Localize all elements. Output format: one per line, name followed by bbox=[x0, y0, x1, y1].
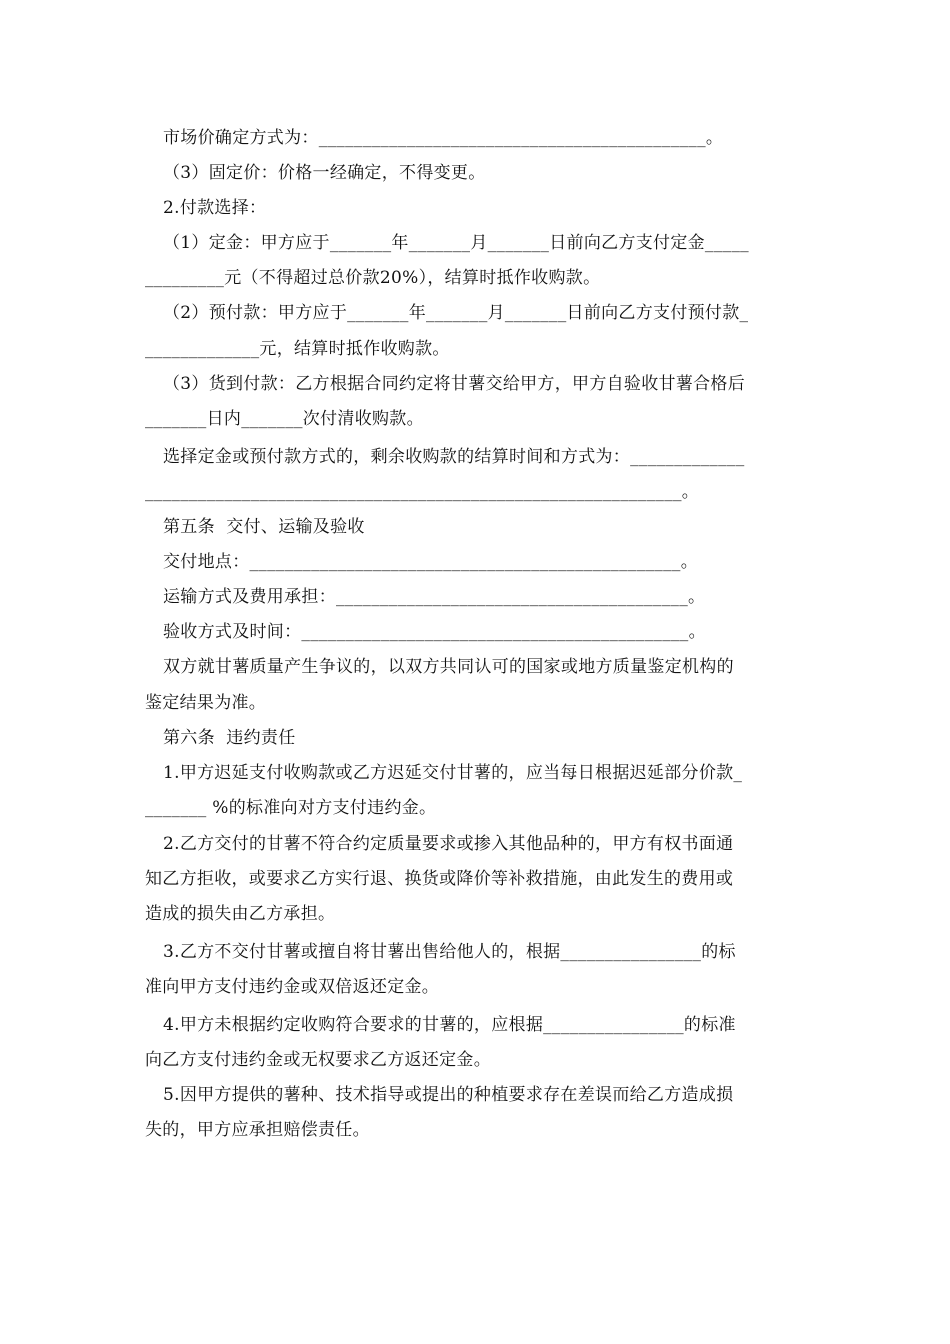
liability-4-line-1: 4.甲方未根据约定收购符合要求的甘薯的，应根据________________的标准 bbox=[163, 1015, 736, 1035]
article-six-heading: 第六条 违约责任 bbox=[163, 728, 296, 748]
inspection-line: 验收方式及时间：____________________________________________。 bbox=[163, 622, 706, 642]
article-five-heading: 第五条 交付、运输及验收 bbox=[163, 517, 365, 537]
quality-dispute-line-2: 鉴定结果为准。 bbox=[145, 693, 267, 713]
deposit-line-2: _________元（不得超过总价款20%），结算时抵作收购款。 bbox=[145, 268, 601, 288]
prepayment-line-2: _____________元，结算时抵作收购款。 bbox=[145, 339, 450, 359]
deposit-line-1: （1）定金：甲方应于_______年_______月_______日前向乙方支付定金_____ bbox=[163, 233, 749, 253]
liability-1-line-1: 1.甲方迟延支付收购款或乙方迟延交付甘薯的，应当每日根据迟延部分价款_ bbox=[163, 763, 743, 783]
delivery-place-line: 交付地点：_________________________________________________。 bbox=[163, 552, 698, 572]
liability-4-line-2: 向乙方支付违约金或无权要求乙方返还定金。 bbox=[145, 1050, 491, 1070]
settlement-line-2: _____________________________________________________________。 bbox=[145, 482, 700, 502]
liability-3-line-2: 准向甲方支付违约金或双倍返还定金。 bbox=[145, 977, 440, 997]
transport-line: 运输方式及费用承担：________________________________________。 bbox=[163, 587, 706, 607]
liability-5-line-2: 失的，甲方应承担赔偿责任。 bbox=[145, 1120, 370, 1140]
settlement-line-1: 选择定金或预付款方式的，剩余收购款的结算时间和方式为：_____________ bbox=[163, 447, 745, 467]
cod-line-1: （3）货到付款：乙方根据合同约定将甘薯交给甲方，甲方自验收甘薯合格后 bbox=[163, 374, 746, 394]
liability-5-line-1: 5.因甲方提供的薯种、技术指导或提出的种植要求存在差误而给乙方造成损 bbox=[163, 1085, 734, 1105]
liability-2-line-3: 造成的损失由乙方承担。 bbox=[145, 904, 336, 924]
cod-line-2: _______日内_______次付清收购款。 bbox=[145, 409, 424, 429]
prepayment-line-1: （2）预付款：甲方应于_______年_______月_______日前向乙方支付预付款_ bbox=[163, 303, 749, 323]
liability-2-line-2: 知乙方拒收，或要求乙方实行退、换货或降价等补救措施，由此发生的费用或 bbox=[145, 869, 734, 889]
liability-3-line-1: 3.乙方不交付甘薯或擅自将甘薯出售给他人的，根据________________的标 bbox=[163, 942, 736, 962]
quality-dispute-line-1: 双方就甘薯质量产生争议的，以双方共同认可的国家或地方质量鉴定机构的 bbox=[163, 657, 734, 677]
liability-1-line-2: _______ %的标准向对方支付违约金。 bbox=[145, 798, 437, 818]
liability-2-line-1: 2.乙方交付的甘薯不符合约定质量要求或掺入其他品种的，甲方有权书面通 bbox=[163, 834, 734, 854]
market-price-method-line: 市场价确定方式为：____________________________________________。 bbox=[163, 128, 724, 148]
payment-options-heading: 2.付款选择： bbox=[163, 198, 267, 218]
fixed-price-line: （3）固定价：价格一经确定，不得变更。 bbox=[163, 163, 486, 183]
